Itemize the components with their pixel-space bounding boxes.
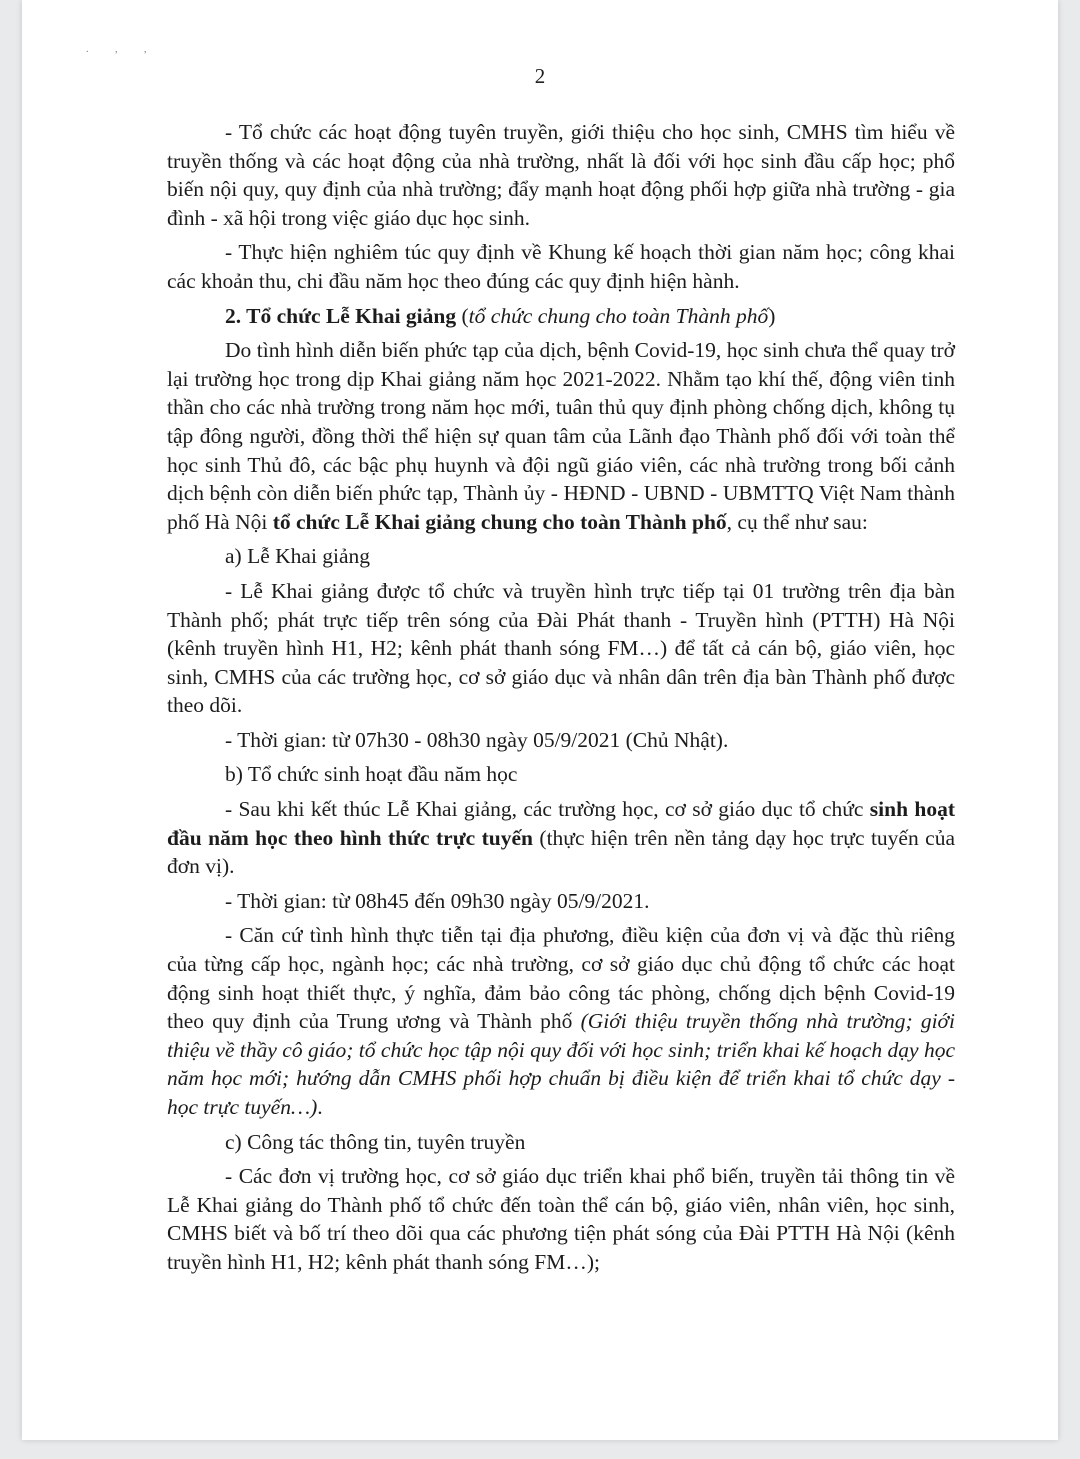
section-heading-opening-ceremony — [167, 302, 955, 331]
paragraph-time-framework: - Thực hiện nghiêm túc quy định về Khung kế hoạch thời gian năm học; công khai các khoản thu, chi đầu năm học theo đúng các quy định hiện hành. — [167, 240, 955, 293]
paragraph-time-activity: - Thời gian: từ 08h45 đến 09h30 ngày 05/9/2021. — [225, 888, 650, 913]
heading-close-paren: ) — [768, 303, 776, 328]
paragraph-text: Do tình hình diễn biến phức tạp của dịch, bệnh Covid-19, học sinh chưa thể quay trở lại trường học trong dịp Khai giảng năm học 2021-2022. Nhằm tạo khí thế, động viên tinh thần cho các nhà trường trong năm học mới, tuân thủ quy định phòng chống dịch, không tụ tập đông người, đồng thời thể hiện sự quan tâm của Lãnh đạo Thành phố đối với toàn thể học sinh Thủ đô, các bậc phụ huynh và đội ngũ giáo viên, các nhà trường trong bối cảnh dịch bệnh còn diễn biến phức tạp, Thành ủy - HĐND - UBND - UBMTTQ Việt Nam thành phố Hà Nội — [167, 338, 955, 534]
paragraph-time-ceremony: - Thời gian: từ 07h30 - 08h30 ngày 05/9/2021 (Chủ Nhật). — [225, 727, 729, 752]
paragraph-text-end: (thực hiện trên nền tảng dạy học trực tuyến của đơn vị). — [167, 825, 955, 879]
paragraph-text: - Căn cứ tình hình thực tiễn tại địa phương, điều kiện của đơn vị và đặc thù riêng của từng cấp học, ngành học; các nhà trường, cơ sở giáo dục chủ động tổ chức các hoạt động sinh hoạt thiết thực, ý nghĩa, đảm bảo công tác phòng, chống dịch bệnh Covid-19 theo quy định của Trung ương và Thành phố — [167, 923, 955, 1034]
subheading-c: c) Công tác thông tin, tuyên truyền — [225, 1129, 526, 1154]
paragraph-text-end: . — [317, 1095, 323, 1119]
paragraph-communication: - Tổ chức các hoạt động tuyên truyền, giới thiệu cho học sinh, CMHS tìm hiểu về truyền thống và các hoạt động của nhà trường, nhất là đối với học sinh đầu cấp học; phổ biến nội quy, quy định của nhà trường; đẩy mạnh hoạt động phối hợp giữa nhà trường - gia đình - xã hội trong việc giáo dục học sinh. — [167, 120, 955, 230]
paragraph-text-end: , cụ thể như sau: — [726, 509, 868, 534]
paragraph-bold-text: tổ chức Lễ Khai giảng chung cho toàn Thành phố — [272, 509, 727, 534]
paragraph-online-activity — [167, 795, 955, 881]
heading-italic-text: tổ chức chung cho toàn Thành phố — [468, 303, 769, 328]
paragraph-text: - Sau khi kết thúc Lễ Khai giảng, các trường học, cơ sở giáo dục tổ chức — [225, 797, 870, 822]
heading-open-paren: ( — [456, 303, 469, 328]
paragraph-local-conditions — [167, 921, 955, 1121]
paragraph-covid-context — [167, 336, 955, 536]
page-number: 2 — [534, 64, 546, 88]
heading-bold-text: 2. Tổ chức Lễ Khai giảng — [225, 303, 457, 328]
document-page — [22, 0, 1058, 1440]
document-body — [167, 118, 955, 1283]
subheading-a: a) Lễ Khai giảng — [225, 544, 371, 569]
paragraph-broadcast: - Lễ Khai giảng được tổ chức và truyền hình trực tiếp tại 01 trường trên địa bàn Thành phố; phát trực tiếp trên sóng của Đài Phát thanh - Truyền hình (PTTH) Hà Nội (kênh truyền hình H1, H2; kênh phát thanh sóng FM…) để tất cả cán bộ, giáo viên, học sinh, CMHS của các trường học, cơ sở giáo dục và nhân dân trên địa bàn Thành phố được theo dõi. — [167, 578, 955, 718]
paragraph-bold-text: sinh hoạt đầu năm học theo hình thức trực tuyến — [167, 797, 955, 850]
paragraph-italic-text: (Giới thiệu truyền thống nhà trường; giới thiệu về thầy cô giáo; tổ chức học tập nội quy đối với học sinh; triển khai kế hoạch dạy học năm học mới; hướng dẫn CMHS phối hợp chuẩn bị điều kiện để triển khai tổ chức dạy - học trực tuyến…) — [167, 1009, 955, 1119]
subheading-b: b) Tổ chức sinh hoạt đầu năm học — [225, 762, 518, 787]
paragraph-information: - Các đơn vị trường học, cơ sở giáo dục triển khai phổ biến, truyền tải thông tin về Lễ Khai giảng do Thành phố tổ chức đến toàn thể cán bộ, giáo viên, nhân viên, học sinh, CMHS biết và bố trí theo dõi qua các phương tiện phát sóng của Đài PTTH Hà Nội (kênh truyền hình H1, H2; kênh phát thanh sóng FM…); — [167, 1164, 955, 1274]
scan-marks: . , , — [86, 44, 159, 55]
